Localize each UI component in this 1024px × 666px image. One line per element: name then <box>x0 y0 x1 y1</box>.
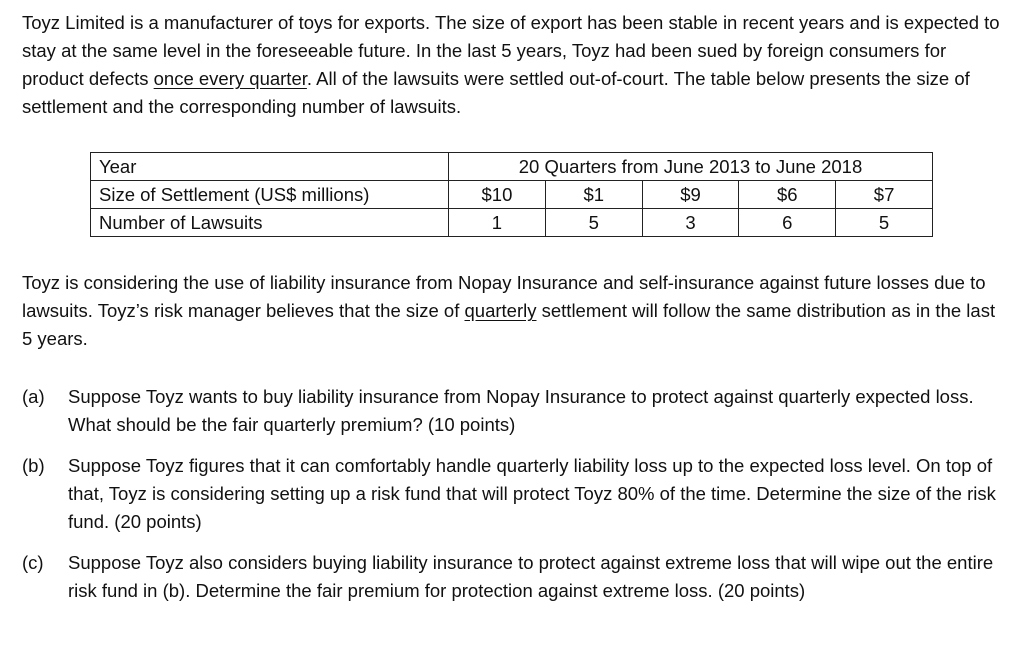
intro-paragraph <box>22 9 1002 121</box>
lawsuits-cell: 5 <box>545 209 642 237</box>
question-c-text: Suppose Toyz also considers buying liability insurance to protect against extreme loss that will wipe out the entire risk fund in (b). Determine the fair premium for protection against extreme loss. (20 points) <box>68 552 994 601</box>
lawsuits-cell: 1 <box>449 209 546 237</box>
table-row-settlement <box>91 181 933 209</box>
question-c <box>22 549 1012 605</box>
question-a-tag: (a) <box>22 386 45 407</box>
settlement-cell: $1 <box>545 181 642 209</box>
consider-text-2: settlement will follow the same distribution as in the last 5 years. <box>22 300 996 349</box>
intro-underlined-text: once every quarter <box>153 68 307 89</box>
consider-underlined-text: quarterly <box>464 300 537 321</box>
year-label: Year <box>91 153 449 181</box>
question-b-tag: (b) <box>22 455 45 476</box>
consider-text-1: Toyz is considering the use of liability insurance from Nopay Insurance and self-insurance against future losses due to lawsuits. Toyz’s risk manager believes that the size of <box>22 272 986 321</box>
question-a <box>22 383 1012 439</box>
intro-text-2: . All of the lawsuits were settled out-of-court. The table below presents the size of settlement and the corresponding number of lawsuits. <box>22 68 970 117</box>
lawsuits-label: Number of Lawsuits <box>91 209 449 237</box>
question-b-text: Suppose Toyz figures that it can comfortably handle quarterly liability loss up to the expected loss level. On top of that, Toyz is considering setting up a risk fund that will protect Toyz 80% of the time. Determine the size of the risk fund. (20 points) <box>68 455 996 532</box>
lawsuits-cell: 6 <box>739 209 836 237</box>
question-b <box>22 452 1012 536</box>
consider-paragraph <box>22 269 1002 353</box>
question-a-text: Suppose Toyz wants to buy liability insurance from Nopay Insurance to protect against quarterly expected loss. What should be the fair quarterly premium? (10 points) <box>68 386 974 435</box>
table-row-year <box>91 153 933 181</box>
lawsuits-cell: 5 <box>836 209 933 237</box>
question-c-tag: (c) <box>22 552 44 573</box>
year-value: 20 Quarters from June 2013 to June 2018 <box>449 153 933 181</box>
settlement-table <box>90 152 933 237</box>
intro-text-1: Toyz Limited is a manufacturer of toys for exports. The size of export has been stable in recent years and is expected to stay at the same level in the foreseeable future. In the last 5 years, Toyz had been sued by foreign consumers for product defects <box>22 12 1000 89</box>
lawsuits-cell: 3 <box>642 209 739 237</box>
settlement-cell: $7 <box>836 181 933 209</box>
settlement-cell: $10 <box>449 181 546 209</box>
table-row-lawsuits <box>91 209 933 237</box>
settlement-label: Size of Settlement (US$ millions) <box>91 181 449 209</box>
settlement-cell: $6 <box>739 181 836 209</box>
settlement-cell: $9 <box>642 181 739 209</box>
